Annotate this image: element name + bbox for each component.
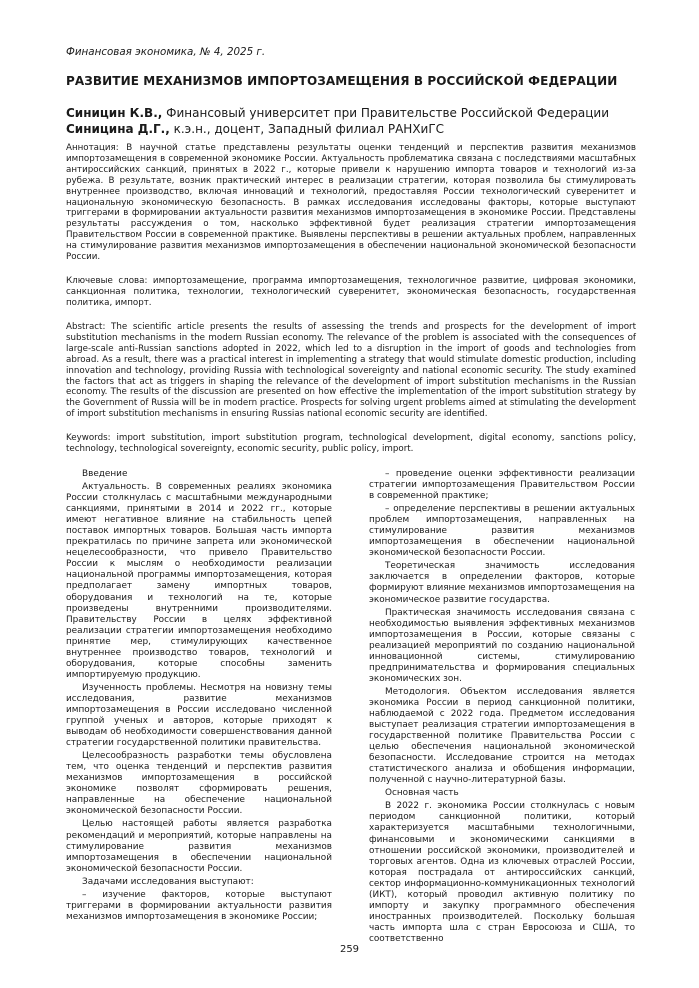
keywords-russian: Ключевые слова: импортозамещение, программа импортозамещения, технологичное развитие, цифровая экономики, санкционная политика, технологии, технологический суверенитет, экономическая безопасность, государственная политика, импорт. [66, 276, 636, 308]
section-heading: Введение [82, 469, 128, 479]
paragraph: Актуальность. В современных реалиях экономика России столкнулась с масштабными международными санкциями, принятыми в 2014 и 2022 гг., которые имеют негативное влияние на стабильность цепей поставок импортных товаров. Большая часть импорта прекратилась по причине запрета или экономической нецелесообразности, что привело Правительство России к мыслям о необходимости реализации национальной программы импортозамещения, которая предполагает замену импортных товаров, оборудования и технологий на те, которые произведены внутренними производителями. Правительству России в целях эффективной реализации стратегии импортозамещения необходимо принятие мер, стимулирующих качественное внутреннее производство товаров, технологий и оборудования, которые способны заменить импортируемую продукцию. [66, 482, 332, 680]
paragraph: Задачами исследования выступают: [82, 876, 254, 887]
paragraph: Изученность проблемы. Несмотря на новизну темы исследования, развитие механизмов импортозамещения в России исследовано численной группой ученых и авторов, которые приходят к выводам об необходимости совершенствования данной стратегии государственной политики правительства. [66, 682, 332, 749]
paragraph: Целью настоящей работы является разработка рекомендаций и мероприятий, которые направлены на стимулирование развития механизмов импортозамещения в обеспечении национальной экономической безопасности России. [66, 819, 332, 874]
article-title: РАЗВИТИЕ МЕХАНИЗМОВ ИМПОРТОЗАМЕЩЕНИЯ В РОССИЙСКОЙ ФЕДЕРАЦИИ [66, 74, 618, 88]
page-number: 259 [339, 944, 360, 955]
keywords-english: Keywords: import substitution, import substitution program, technological development, digital economy, sanctions policy, technology, technological sovereignty, economic security, public policy, import. [66, 433, 636, 454]
list-item: – определение перспективы в решении актуальных проблем импортозамещения, направленных на стимулирование развития механизмов импортозамещения в обеспечении национальной экономической безопасности России. [369, 504, 635, 559]
body-column-right [369, 469, 635, 947]
author-affiliation: к.э.н., доцент, Западный филиал РАНХиГС [169, 122, 445, 136]
list-item: – проведение оценки эффективности реализации стратегии импортозамещения Правительством России в современной практике; [369, 469, 635, 502]
abstract-russian: Аннотация: В научной статье представлены результаты оценки тенденций и перспектив развития механизмов импортозамещения в современной экономике России. Актуальность проблематика связана с последствиями масштабных антироссийских санкций, принятых в 2022 г., которые привели к нарушению импорта товаров и технологий из-за рубежа. В результате, возник практический интерес в реализации стратегии, которая позволила бы стимулировать внутреннее производство, включая инноваций и технологий, предоставляя России технологический суверенитет и национальную экономическую безопасность. В рамках исследования исследованы факторы, которые выступают триггерами в формировании актуальности развития механизмов импортозамещения в экономике России. Представлены результаты рассуждения о том, насколько эффективной будет реализация стратегии импортозамещения Правительством России в современной практике. Выявлены перспективы в решении актуальных проблем, направленных на стимулирование развития механизмов импортозамещения в обеспечении национальной экономической безопасности России. [66, 143, 636, 263]
author-line [66, 105, 646, 121]
author-name: Синицин К.В., [66, 106, 163, 120]
author-affiliation: Финансовый университет при Правительстве Российской Федерации [162, 106, 610, 120]
author-name: Синицина Д.Г., [66, 122, 170, 136]
author-line [66, 121, 646, 137]
list-item: – изучение факторов, которые выступают триггерами в формировании актуальности развития механизмов импортозамещения в экономике России; [66, 889, 332, 922]
paragraph: Целесообразность разработки темы обусловлена тем, что оценка тенденций и перспектив развития механизмов импортозамещения в российской экономике позволят сформировать решения, направленные на обеспечение национальной экономической безопасности России. [66, 751, 332, 817]
paragraph: Теоретическая значимость исследования заключается в определении факторов, которые формируют влияние механизмов импортозамещения на экономическое развитие государства. [369, 561, 635, 605]
journal-header: Финансовая экономика, № 4, 2025 г. [66, 46, 266, 58]
paragraph: В 2022 г. экономика России столкнулась с новым периодом санкционной политики, который характеризуется масштабными технологичными, финансовыми и экономическими санкциями в отношении российской экономики, производителей и торговых агентов. Одна из ключевых отраслей России, которая пострадала от антироссийских санкций, сектор информационно-коммуникационных технологий (ИКТ), который проводил активную политику по импорту и закупку программного обеспечения иностранных производителей. Поскольку большая часть импорта шла с стран Евросоюза и США, то соответственно [369, 801, 635, 944]
body-column-left [66, 469, 332, 925]
paragraph: Практическая значимость исследования связана с необходимостью выявления эффективных механизмов импортозамещения в России, которые связаны с реализацией мероприятий по созданию национальной инновационной системы, стимулированию предпринимательства и формирования специальных экономических зон. [369, 607, 635, 684]
paragraph: Методология. Объектом исследования является экономика России в период санкционной политики, наблюдаемой с 2022 года. Предметом исследования выступает реализация стратегии импортозамещения в государственной политике Правительства России с целью обеспечения национальной экономической безопасности. Исследование строится на методах статистического анализа и обобщения информации, полученной с научно-литературной базы. [369, 686, 635, 786]
authors-block [66, 105, 646, 137]
abstract-english: Abstract: The scientific article presents the results of assessing the trends and prospects for the development of import substitution mechanisms in the modern Russian economy. The relevance of the problem is associated with the consequences of large-scale anti-Russian sanctions adopted in 2022, which led to a disruption in the import of goods and technologies from abroad. As a result, there was a practical interest in implementing a strategy that would stimulate domestic production, including innovation and technology, providing Russia with technological sovereignty and national economic security. The study examined the factors that act as triggers in shaping the relevance of the development of import substitution mechanisms in the Russian economy. The results of the discussion are presented on how effective the implementation of the import substitution strategy by the Government of Russia will be in modern practice. Prospects for solving urgent problems aimed at stimulating the development of import substitution mechanisms in ensuring Russias national economic security are identified. [66, 322, 636, 420]
section-heading: Основная часть [385, 788, 459, 799]
